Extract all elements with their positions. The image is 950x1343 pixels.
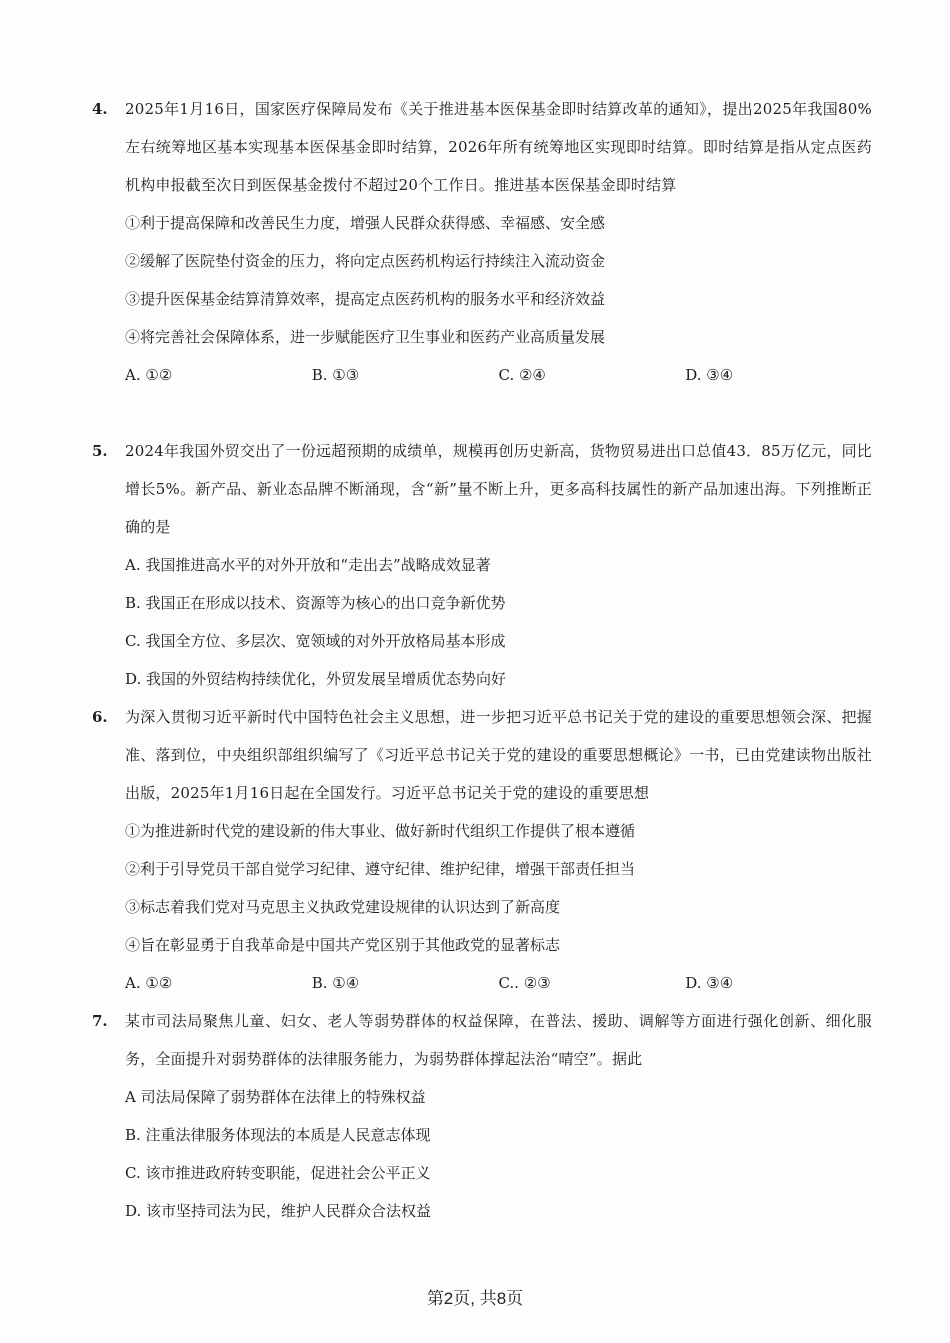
page-number: 第2页, 共8页 (426, 1289, 524, 1308)
answer-choices (125, 356, 872, 394)
choice-c: C. 我国全方位、多层次、宽领域的对外开放格局基本形成 (125, 632, 506, 650)
choice-d: D. 我国的外贸结构持续优化，外贸发展呈增质优态势向好 (125, 670, 507, 688)
choice-a: A. 我国推进高水平的对外开放和“走出去”战略成效显著 (125, 556, 491, 574)
answer-choices (125, 964, 872, 1002)
question-6 (92, 698, 872, 1002)
statement-item: ③提升医保基金结算清算效率，提高定点医药机构的服务水平和经济效益 (125, 290, 606, 308)
answer-choices (125, 1078, 872, 1230)
choice-a: A 司法局保障了弱势群体在法律上的特殊权益 (125, 1088, 426, 1106)
statement-item: ④旨在彰显勇于自我革命是中国共产党区别于其他政党的显著标志 (125, 936, 561, 954)
choice-d: D. ③④ (685, 366, 734, 384)
question-7 (92, 1002, 872, 1230)
choice-b: B. 我国正在形成以技术、资源等为核心的出口竞争新优势 (125, 594, 506, 612)
choice-d: D. 该市坚持司法为民，维护人民群众合法权益 (125, 1202, 432, 1220)
question-stem: 为深入贯彻习近平新时代中国特色社会主义思想，进一步把习近平总书记关于党的建设的重要思想领会深、把握准、落到位，中央组织部组织编写了《习近平总书记关于党的建设的重要思想概论》一书，已由党建读物出版社出版，2025年1月16日起在全国发行。习近平总书记关于党的建设的重要思想 (125, 708, 872, 802)
question-number: 7. (92, 1012, 108, 1030)
question-stem: 某市司法局聚焦儿童、妇女、老人等弱势群体的权益保障，在普法、援助、调解等方面进行强化创新、细化服务，全面提升对弱势群体的法律服务能力，为弱势群体撑起法治“晴空”。据此 (125, 1012, 872, 1068)
question-5 (92, 432, 872, 698)
question-number: 6. (92, 708, 108, 726)
answer-choices (125, 546, 872, 698)
statement-list (125, 812, 872, 964)
statement-item: ④将完善社会保障体系，进一步赋能医疗卫生事业和医药产业高质量发展 (125, 328, 606, 346)
question-stem: 2025年1月16日，国家医疗保障局发布《关于推进基本医保基金即时结算改革的通知》，提出2025年我国80%左右统筹地区基本实现基本医保基金即时结算，2026年所有统筹地区实现即时结算。即时结算是指从定点医药机构申报截至次日到医保基金拨付不超过20个工作日。推进基本医保基金即时结算 (125, 100, 872, 194)
question-number: 4. (92, 100, 108, 118)
choice-c: C. 该市推进政府转变职能，促进社会公平正义 (125, 1164, 431, 1182)
statement-list (125, 204, 872, 356)
statement-item: ②缓解了医院垫付资金的压力，将向定点医药机构运行持续注入流动资金 (125, 252, 606, 270)
choice-d: D. ③④ (685, 974, 734, 992)
question-number: 5. (92, 442, 108, 460)
choice-b: B. 注重法律服务体现法的本质是人民意志体现 (125, 1126, 431, 1144)
choice-a: A. ①② (125, 974, 173, 992)
question-4 (92, 90, 872, 394)
question-stem: 2024年我国外贸交出了一份远超预期的成绩单，规模再创历史新高，货物贸易进出口总值43．85万亿元，同比增长5%。新产品、新业态品牌不断涌现，含“新”量不断上升，更多高科技属性的新产品加速出海。下列推断正确的是 (125, 442, 872, 536)
statement-item: ①为推进新时代党的建设新的伟大事业、做好新时代组织工作提供了根本遵循 (125, 822, 636, 840)
statement-item: ①利于提高保障和改善民生力度，增强人民群众获得感、幸福感、安全感 (125, 214, 606, 232)
choice-c: C.. ②③ (498, 974, 551, 992)
choice-b: B. ①③ (311, 366, 360, 384)
statement-item: ③标志着我们党对马克思主义执政党建设规律的认识达到了新高度 (125, 898, 561, 916)
choice-b: B. ①④ (311, 974, 360, 992)
choice-c: C. ②④ (498, 366, 546, 384)
statement-item: ②利于引导党员干部自觉学习纪律、遵守纪律、维护纪律，增强干部责任担当 (125, 860, 636, 878)
choice-a: A. ①② (125, 366, 173, 384)
